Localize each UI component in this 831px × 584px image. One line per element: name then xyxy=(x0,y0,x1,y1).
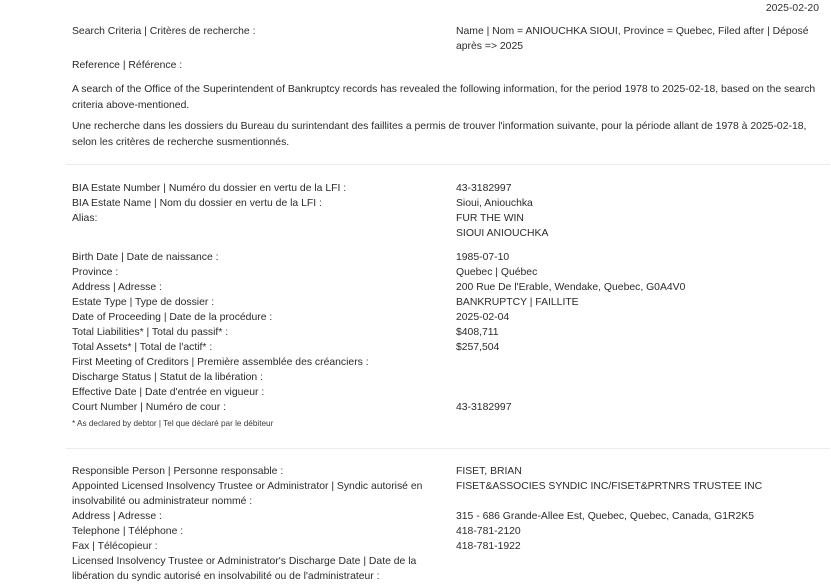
field-value: 43-3182997 xyxy=(456,183,512,194)
responsible-person-row xyxy=(72,464,824,479)
field-label: Discharge Status | Statut de la libération : xyxy=(72,372,263,383)
reference-label: Reference | Référence : xyxy=(72,60,183,71)
field-value: 418-781-1922 xyxy=(456,541,521,552)
field-label: Alias: xyxy=(72,213,98,224)
effective-date-row xyxy=(72,385,824,400)
estate-section xyxy=(72,181,824,430)
field-label: Date of Proceeding | Date de la procédure : xyxy=(72,312,273,323)
appointed-trustee-row xyxy=(72,479,824,509)
field-label: BIA Estate Number | Numéro du dossier en vertu de la LFI : xyxy=(72,183,347,194)
proceeding-date-row xyxy=(72,310,824,325)
field-label: Total Assets* | Total de l'actif* : xyxy=(72,342,213,353)
field-label: BIA Estate Name | Nom du dossier en vertu de la LFI : xyxy=(72,198,322,209)
field-label: Effective Date | Date d'entrée en vigueur : xyxy=(72,387,265,398)
field-label: Province : xyxy=(72,267,119,278)
field-value: 315 - 686 Grande-Allee Est, Quebec, Quebec, Canada, G1R2K5 xyxy=(456,511,755,522)
alias-value: FUR THE WIN xyxy=(456,213,524,224)
field-value: 2025-02-04 xyxy=(456,312,510,323)
field-label: First Meeting of Creditors | Première assemblée des créanciers : xyxy=(72,357,369,368)
alias-value: SIOUI ANIOUCHKA xyxy=(456,228,549,239)
birth-date-row xyxy=(72,250,824,265)
trustee-address-row xyxy=(72,509,824,524)
alias-row xyxy=(72,211,824,242)
report-body xyxy=(72,24,824,584)
province-row xyxy=(72,265,824,280)
reference-value xyxy=(456,58,824,73)
field-label: Address | Adresse : xyxy=(72,282,162,293)
field-value xyxy=(456,370,824,385)
search-criteria-label: Search Criteria | Critères de recherche : xyxy=(72,26,256,37)
total-assets-row xyxy=(72,340,824,355)
estate-type-row xyxy=(72,295,824,310)
report-date: 2025-02-20 xyxy=(765,3,819,14)
field-value: Sioui, Aniouchka xyxy=(456,198,533,209)
fax-row xyxy=(72,539,824,554)
field-label: Responsible Person | Personne responsable : xyxy=(72,466,284,477)
field-value: 418-781-2120 xyxy=(456,526,521,537)
field-label: Fax | Télécopieur : xyxy=(72,541,158,552)
discharge-status-row xyxy=(72,370,824,385)
field-value: $257,504 xyxy=(456,342,500,353)
total-liabilities-row xyxy=(72,325,824,340)
field-label: Court Number | Numéro de cour : xyxy=(72,402,226,413)
field-value: Quebec | Québec xyxy=(456,267,538,278)
field-value xyxy=(552,355,824,370)
field-label: Appointed Licensed Insolvency Trustee or Administrator | Syndic autorisé en insolvabilité ou administrateur nommé : xyxy=(72,481,423,507)
telephone-row xyxy=(72,524,824,539)
field-value: FISET&ASSOCIES SYNDIC INC/FISET&PRTNRS TRUSTEE INC xyxy=(456,481,763,492)
search-paragraph-fr: Une recherche dans les dossiers du Bureau du surintendant des faillites a permis de trouver l'information suivante, pour la période allant de 1978 à 2025-02-18, selon les critères de recherche susmentionnés. xyxy=(72,121,807,148)
address-row xyxy=(72,280,824,295)
footnote: * As declared by debtor | Tel que déclaré par le débiteur xyxy=(72,419,274,428)
first-meeting-row xyxy=(72,355,824,370)
search-criteria-value: Name | Nom = ANIOUCHKA SIOUI, Province = Quebec, Filed after | Déposé après => 2025 xyxy=(456,26,809,52)
reference-row xyxy=(72,58,824,73)
field-value xyxy=(456,385,824,400)
field-label: Birth Date | Date de naissance : xyxy=(72,252,219,263)
search-paragraph-en: A search of the Office of the Superintendent of Bankruptcy records has revealed the following information, for the period 1978 to 2025-02-18, based on the search criteria above-mentioned. xyxy=(72,84,816,111)
estate-name-row xyxy=(72,196,824,211)
field-label: Total Liabilities* | Total du passif* : xyxy=(72,327,229,338)
field-value: FISET, BRIAN xyxy=(456,466,522,477)
field-label: Address | Adresse : xyxy=(72,511,162,522)
field-label: Licensed Insolvency Trustee or Administrator's Discharge Date | Date de la libération du syndic autorisé en insolvabilité ou de l'administrateur : xyxy=(72,556,417,582)
trustee-discharge-row xyxy=(72,554,824,584)
field-label: Estate Type | Type de dossier : xyxy=(72,297,215,308)
search-criteria-row xyxy=(72,24,824,54)
field-label: Telephone | Téléphone : xyxy=(72,526,184,537)
section-divider xyxy=(66,448,830,449)
field-value xyxy=(456,554,824,584)
alias-values xyxy=(456,211,824,242)
court-number-row xyxy=(72,400,824,415)
section-divider xyxy=(66,164,830,165)
field-value: 43-3182997 xyxy=(456,402,512,413)
field-value: 200 Rue De l'Erable, Wendake, Quebec, G0A4V0 xyxy=(456,282,686,293)
field-value: 1985-07-10 xyxy=(456,252,510,263)
estate-number-row xyxy=(72,181,824,196)
trustee-section xyxy=(72,464,824,584)
field-value: $408,711 xyxy=(456,327,499,338)
field-value: BANKRUPTCY | FAILLITE xyxy=(456,297,579,308)
